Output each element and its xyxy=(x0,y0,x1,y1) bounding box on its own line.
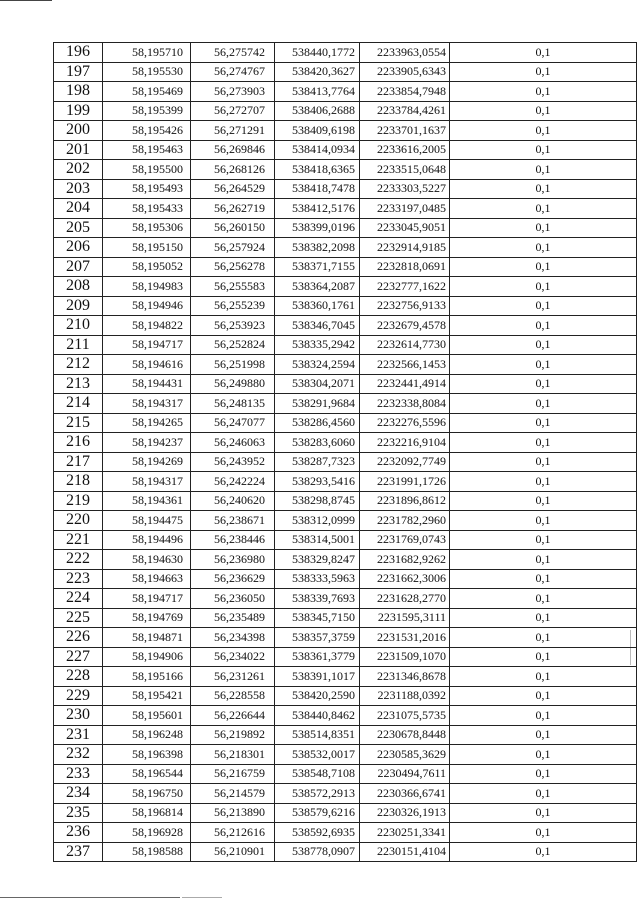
latitude-cell: 58,196398 xyxy=(103,745,191,765)
longitude-cell: 56,213890 xyxy=(191,803,275,823)
coord-y-cell: 2231782,2960 xyxy=(360,511,450,531)
latitude-cell: 58,196248 xyxy=(103,725,191,745)
coord-x-cell: 538418,7478 xyxy=(275,179,360,199)
accuracy-cell: 0,1 xyxy=(450,140,637,160)
table-row xyxy=(54,62,637,82)
accuracy-cell: 0,1 xyxy=(450,316,637,336)
accuracy-cell: 0,1 xyxy=(450,218,637,238)
table-row xyxy=(54,355,637,375)
coord-x-cell: 538333,5963 xyxy=(275,569,360,589)
coord-x-cell: 538314,5001 xyxy=(275,530,360,550)
point-number-cell: 221 xyxy=(54,530,103,550)
point-number-cell: 201 xyxy=(54,140,103,160)
coord-x-cell: 538592,6935 xyxy=(275,823,360,843)
coord-x-cell: 538335,2942 xyxy=(275,335,360,355)
coord-y-cell: 2230678,8448 xyxy=(360,725,450,745)
point-number-cell: 204 xyxy=(54,199,103,219)
latitude-cell: 58,194946 xyxy=(103,296,191,316)
table-row xyxy=(54,725,637,745)
coord-y-cell: 2231531,2016 xyxy=(360,628,450,648)
accuracy-cell: 0,1 xyxy=(450,686,637,706)
coord-x-cell: 538357,3759 xyxy=(275,628,360,648)
table-row xyxy=(54,784,637,804)
latitude-cell: 58,196750 xyxy=(103,784,191,804)
coord-x-cell: 538329,8247 xyxy=(275,550,360,570)
coord-x-cell: 538312,0999 xyxy=(275,511,360,531)
coord-y-cell: 2233784,4261 xyxy=(360,101,450,121)
latitude-cell: 58,195469 xyxy=(103,82,191,102)
point-number-cell: 200 xyxy=(54,121,103,141)
table-row xyxy=(54,121,637,141)
coord-y-cell: 2233045,9051 xyxy=(360,218,450,238)
latitude-cell: 58,198588 xyxy=(103,842,191,862)
coord-x-cell: 538304,2071 xyxy=(275,374,360,394)
coord-x-cell: 538382,2098 xyxy=(275,238,360,258)
accuracy-cell: 0,1 xyxy=(450,647,637,667)
coord-x-cell: 538532,0017 xyxy=(275,745,360,765)
coord-y-cell: 2232092,7749 xyxy=(360,452,450,472)
coord-y-cell: 2233197,0485 xyxy=(360,199,450,219)
latitude-cell: 58,195426 xyxy=(103,121,191,141)
latitude-cell: 58,194983 xyxy=(103,277,191,297)
coord-y-cell: 2232338,8084 xyxy=(360,394,450,414)
longitude-cell: 56,238446 xyxy=(191,530,275,550)
latitude-cell: 58,196544 xyxy=(103,764,191,784)
accuracy-cell: 0,1 xyxy=(450,43,637,63)
latitude-cell: 58,195493 xyxy=(103,179,191,199)
longitude-cell: 56,249880 xyxy=(191,374,275,394)
latitude-cell: 58,194717 xyxy=(103,589,191,609)
coord-x-cell: 538361,3779 xyxy=(275,647,360,667)
table-row xyxy=(54,238,637,258)
latitude-cell: 58,194717 xyxy=(103,335,191,355)
table-row xyxy=(54,823,637,843)
longitude-cell: 56,242224 xyxy=(191,472,275,492)
accuracy-cell: 0,1 xyxy=(450,394,637,414)
latitude-cell: 58,195150 xyxy=(103,238,191,258)
latitude-cell: 58,195601 xyxy=(103,706,191,726)
coord-x-cell: 538364,2087 xyxy=(275,277,360,297)
coord-y-cell: 2233701,1637 xyxy=(360,121,450,141)
point-number-cell: 198 xyxy=(54,82,103,102)
longitude-cell: 56,255239 xyxy=(191,296,275,316)
coord-x-cell: 538324,2594 xyxy=(275,355,360,375)
table-row xyxy=(54,569,637,589)
accuracy-cell: 0,1 xyxy=(450,355,637,375)
coord-x-cell: 538360,1761 xyxy=(275,296,360,316)
accuracy-cell: 0,1 xyxy=(450,62,637,82)
coord-x-cell: 538414,0934 xyxy=(275,140,360,160)
accuracy-cell: 0,1 xyxy=(450,530,637,550)
point-number-cell: 228 xyxy=(54,667,103,687)
accuracy-cell: 0,1 xyxy=(450,569,637,589)
coord-y-cell: 2231075,5735 xyxy=(360,706,450,726)
longitude-cell: 56,269846 xyxy=(191,140,275,160)
coord-y-cell: 2231682,9262 xyxy=(360,550,450,570)
longitude-cell: 56,231261 xyxy=(191,667,275,687)
table-row xyxy=(54,160,637,180)
coord-y-cell: 2233854,7948 xyxy=(360,82,450,102)
page-bottom-rule-short xyxy=(182,897,222,898)
point-number-cell: 199 xyxy=(54,101,103,121)
latitude-cell: 58,194317 xyxy=(103,472,191,492)
table-row xyxy=(54,82,637,102)
point-number-cell: 214 xyxy=(54,394,103,414)
point-number-cell: 209 xyxy=(54,296,103,316)
coord-y-cell: 2231896,8612 xyxy=(360,491,450,511)
table-row xyxy=(54,43,637,63)
longitude-cell: 56,252824 xyxy=(191,335,275,355)
coord-y-cell: 2230251,3341 xyxy=(360,823,450,843)
accuracy-cell: 0,1 xyxy=(450,433,637,453)
latitude-cell: 58,194431 xyxy=(103,374,191,394)
coord-y-cell: 2231509,1070 xyxy=(360,647,450,667)
coord-x-cell: 538298,8745 xyxy=(275,491,360,511)
coordinates-table-body xyxy=(54,43,637,862)
table-row xyxy=(54,803,637,823)
latitude-cell: 58,194265 xyxy=(103,413,191,433)
longitude-cell: 56,274767 xyxy=(191,62,275,82)
accuracy-cell: 0,1 xyxy=(450,121,637,141)
table-row xyxy=(54,842,637,862)
accuracy-cell: 0,1 xyxy=(450,82,637,102)
point-number-cell: 236 xyxy=(54,823,103,843)
latitude-cell: 58,194361 xyxy=(103,491,191,511)
coord-y-cell: 2233515,0648 xyxy=(360,160,450,180)
longitude-cell: 56,228558 xyxy=(191,686,275,706)
accuracy-cell: 0,1 xyxy=(450,511,637,531)
coord-x-cell: 538291,9684 xyxy=(275,394,360,414)
point-number-cell: 213 xyxy=(54,374,103,394)
coord-y-cell: 2230585,3629 xyxy=(360,745,450,765)
latitude-cell: 58,195500 xyxy=(103,160,191,180)
table-row xyxy=(54,608,637,628)
table-row xyxy=(54,647,637,667)
longitude-cell: 56,219892 xyxy=(191,725,275,745)
coord-x-cell: 538287,7323 xyxy=(275,452,360,472)
table-row xyxy=(54,335,637,355)
table-row xyxy=(54,745,637,765)
longitude-cell: 56,247077 xyxy=(191,413,275,433)
longitude-cell: 56,256278 xyxy=(191,257,275,277)
point-number-cell: 231 xyxy=(54,725,103,745)
point-number-cell: 205 xyxy=(54,218,103,238)
accuracy-cell: 0,1 xyxy=(450,199,637,219)
latitude-cell: 58,194475 xyxy=(103,511,191,531)
coord-x-cell: 538345,7150 xyxy=(275,608,360,628)
longitude-cell: 56,234022 xyxy=(191,647,275,667)
latitude-cell: 58,196814 xyxy=(103,803,191,823)
point-number-cell: 203 xyxy=(54,179,103,199)
table-row xyxy=(54,394,637,414)
coord-y-cell: 2231991,1726 xyxy=(360,472,450,492)
accuracy-cell: 0,1 xyxy=(450,296,637,316)
accuracy-cell: 0,1 xyxy=(450,745,637,765)
longitude-cell: 56,268126 xyxy=(191,160,275,180)
table-row xyxy=(54,433,637,453)
latitude-cell: 58,195306 xyxy=(103,218,191,238)
table-row xyxy=(54,667,637,687)
point-number-cell: 215 xyxy=(54,413,103,433)
coord-x-cell: 538293,5416 xyxy=(275,472,360,492)
accuracy-cell: 0,1 xyxy=(450,628,637,648)
accuracy-cell: 0,1 xyxy=(450,667,637,687)
accuracy-cell: 0,1 xyxy=(450,550,637,570)
table-row xyxy=(54,706,637,726)
coord-x-cell: 538440,8462 xyxy=(275,706,360,726)
latitude-cell: 58,194663 xyxy=(103,569,191,589)
longitude-cell: 56,264529 xyxy=(191,179,275,199)
accuracy-cell: 0,1 xyxy=(450,589,637,609)
coord-x-cell: 538418,6365 xyxy=(275,160,360,180)
point-number-cell: 233 xyxy=(54,764,103,784)
coord-y-cell: 2230326,1913 xyxy=(360,803,450,823)
coordinates-table xyxy=(53,42,637,862)
coord-y-cell: 2232679,4578 xyxy=(360,316,450,336)
table-row xyxy=(54,218,637,238)
coord-x-cell: 538286,4560 xyxy=(275,413,360,433)
longitude-cell: 56,236629 xyxy=(191,569,275,589)
longitude-cell: 56,255583 xyxy=(191,277,275,297)
point-number-cell: 212 xyxy=(54,355,103,375)
latitude-cell: 58,195421 xyxy=(103,686,191,706)
latitude-cell: 58,194906 xyxy=(103,647,191,667)
coord-x-cell: 538548,7108 xyxy=(275,764,360,784)
coord-x-cell: 538409,6198 xyxy=(275,121,360,141)
coord-y-cell: 2231662,3006 xyxy=(360,569,450,589)
accuracy-cell: 0,1 xyxy=(450,374,637,394)
longitude-cell: 56,214579 xyxy=(191,784,275,804)
latitude-cell: 58,194317 xyxy=(103,394,191,414)
coord-y-cell: 2231188,0392 xyxy=(360,686,450,706)
coord-x-cell: 538420,2590 xyxy=(275,686,360,706)
coord-y-cell: 2232614,7730 xyxy=(360,335,450,355)
accuracy-cell: 0,1 xyxy=(450,238,637,258)
coord-y-cell: 2232441,4914 xyxy=(360,374,450,394)
coord-x-cell: 538371,7155 xyxy=(275,257,360,277)
accuracy-cell: 0,1 xyxy=(450,413,637,433)
coord-y-cell: 2230151,4104 xyxy=(360,842,450,862)
table-row xyxy=(54,491,637,511)
point-number-cell: 217 xyxy=(54,452,103,472)
latitude-cell: 58,194269 xyxy=(103,452,191,472)
point-number-cell: 206 xyxy=(54,238,103,258)
table-row xyxy=(54,550,637,570)
longitude-cell: 56,218301 xyxy=(191,745,275,765)
point-number-cell: 222 xyxy=(54,550,103,570)
page-top-rule xyxy=(0,0,52,1)
longitude-cell: 56,257924 xyxy=(191,238,275,258)
table-row xyxy=(54,511,637,531)
point-number-cell: 224 xyxy=(54,589,103,609)
coord-y-cell: 2232276,5596 xyxy=(360,413,450,433)
coord-y-cell: 2233303,5227 xyxy=(360,179,450,199)
table-row xyxy=(54,316,637,336)
point-number-cell: 223 xyxy=(54,569,103,589)
coord-y-cell: 2232216,9104 xyxy=(360,433,450,453)
coord-y-cell: 2233963,0554 xyxy=(360,43,450,63)
longitude-cell: 56,243952 xyxy=(191,452,275,472)
longitude-cell: 56,246063 xyxy=(191,433,275,453)
accuracy-cell: 0,1 xyxy=(450,706,637,726)
accuracy-cell: 0,1 xyxy=(450,764,637,784)
coord-x-cell: 538420,3627 xyxy=(275,62,360,82)
accuracy-cell: 0,1 xyxy=(450,335,637,355)
coord-x-cell: 538399,0196 xyxy=(275,218,360,238)
point-number-cell: 210 xyxy=(54,316,103,336)
accuracy-cell: 0,1 xyxy=(450,101,637,121)
longitude-cell: 56,272707 xyxy=(191,101,275,121)
longitude-cell: 56,236050 xyxy=(191,589,275,609)
longitude-cell: 56,262719 xyxy=(191,199,275,219)
longitude-cell: 56,235489 xyxy=(191,608,275,628)
accuracy-cell: 0,1 xyxy=(450,160,637,180)
accuracy-cell: 0,1 xyxy=(450,179,637,199)
table-row xyxy=(54,199,637,219)
longitude-cell: 56,216759 xyxy=(191,764,275,784)
table-row xyxy=(54,628,637,648)
coord-y-cell: 2230366,6741 xyxy=(360,784,450,804)
latitude-cell: 58,195399 xyxy=(103,101,191,121)
coord-y-cell: 2232756,9133 xyxy=(360,296,450,316)
longitude-cell: 56,271291 xyxy=(191,121,275,141)
accuracy-cell: 0,1 xyxy=(450,784,637,804)
coord-x-cell: 538283,6060 xyxy=(275,433,360,453)
longitude-cell: 56,236980 xyxy=(191,550,275,570)
accuracy-cell: 0,1 xyxy=(450,608,637,628)
point-number-cell: 220 xyxy=(54,511,103,531)
longitude-cell: 56,238671 xyxy=(191,511,275,531)
point-number-cell: 235 xyxy=(54,803,103,823)
point-number-cell: 234 xyxy=(54,784,103,804)
latitude-cell: 58,195530 xyxy=(103,62,191,82)
table-row xyxy=(54,257,637,277)
table-row xyxy=(54,413,637,433)
latitude-cell: 58,195710 xyxy=(103,43,191,63)
point-number-cell: 219 xyxy=(54,491,103,511)
point-number-cell: 230 xyxy=(54,706,103,726)
coord-y-cell: 2233905,6343 xyxy=(360,62,450,82)
point-number-cell: 202 xyxy=(54,160,103,180)
latitude-cell: 58,194630 xyxy=(103,550,191,570)
point-number-cell: 229 xyxy=(54,686,103,706)
coord-x-cell: 538412,5176 xyxy=(275,199,360,219)
point-number-cell: 211 xyxy=(54,335,103,355)
coord-y-cell: 2232777,1622 xyxy=(360,277,450,297)
latitude-cell: 58,194871 xyxy=(103,628,191,648)
point-number-cell: 218 xyxy=(54,472,103,492)
page-bottom-rule xyxy=(0,897,180,898)
point-number-cell: 237 xyxy=(54,842,103,862)
longitude-cell: 56,260150 xyxy=(191,218,275,238)
coord-y-cell: 2231595,3111 xyxy=(360,608,450,628)
latitude-cell: 58,196928 xyxy=(103,823,191,843)
coord-x-cell: 538579,6216 xyxy=(275,803,360,823)
table-row xyxy=(54,530,637,550)
table-row xyxy=(54,374,637,394)
coord-x-cell: 538339,7693 xyxy=(275,589,360,609)
table-row xyxy=(54,589,637,609)
point-number-cell: 208 xyxy=(54,277,103,297)
point-number-cell: 226 xyxy=(54,628,103,648)
longitude-cell: 56,275742 xyxy=(191,43,275,63)
coord-x-cell: 538413,7764 xyxy=(275,82,360,102)
longitude-cell: 56,251998 xyxy=(191,355,275,375)
accuracy-cell: 0,1 xyxy=(450,725,637,745)
coord-y-cell: 2231628,2770 xyxy=(360,589,450,609)
latitude-cell: 58,194822 xyxy=(103,316,191,336)
longitude-cell: 56,210901 xyxy=(191,842,275,862)
longitude-cell: 56,248135 xyxy=(191,394,275,414)
coord-x-cell: 538440,1772 xyxy=(275,43,360,63)
coord-y-cell: 2232818,0691 xyxy=(360,257,450,277)
coord-y-cell: 2233616,2005 xyxy=(360,140,450,160)
accuracy-cell: 0,1 xyxy=(450,472,637,492)
table-row xyxy=(54,296,637,316)
latitude-cell: 58,194616 xyxy=(103,355,191,375)
longitude-cell: 56,234398 xyxy=(191,628,275,648)
table-row xyxy=(54,764,637,784)
coord-x-cell: 538778,0907 xyxy=(275,842,360,862)
latitude-cell: 58,194237 xyxy=(103,433,191,453)
coord-x-cell: 538572,2913 xyxy=(275,784,360,804)
point-number-cell: 207 xyxy=(54,257,103,277)
longitude-cell: 56,226644 xyxy=(191,706,275,726)
accuracy-cell: 0,1 xyxy=(450,842,637,862)
latitude-cell: 58,195463 xyxy=(103,140,191,160)
accuracy-cell: 0,1 xyxy=(450,491,637,511)
point-number-cell: 216 xyxy=(54,433,103,453)
accuracy-cell: 0,1 xyxy=(450,257,637,277)
longitude-cell: 56,212616 xyxy=(191,823,275,843)
point-number-cell: 196 xyxy=(54,43,103,63)
table-row xyxy=(54,140,637,160)
latitude-cell: 58,194769 xyxy=(103,608,191,628)
table-row xyxy=(54,101,637,121)
latitude-cell: 58,195052 xyxy=(103,257,191,277)
coord-x-cell: 538391,1017 xyxy=(275,667,360,687)
coord-y-cell: 2230494,7611 xyxy=(360,764,450,784)
accuracy-cell: 0,1 xyxy=(450,823,637,843)
point-number-cell: 225 xyxy=(54,608,103,628)
table-row xyxy=(54,472,637,492)
latitude-cell: 58,195166 xyxy=(103,667,191,687)
coord-y-cell: 2232914,9185 xyxy=(360,238,450,258)
coord-x-cell: 538346,7045 xyxy=(275,316,360,336)
accuracy-cell: 0,1 xyxy=(450,803,637,823)
longitude-cell: 56,273903 xyxy=(191,82,275,102)
table-row xyxy=(54,179,637,199)
coord-y-cell: 2232566,1453 xyxy=(360,355,450,375)
accuracy-cell: 0,1 xyxy=(450,452,637,472)
latitude-cell: 58,194496 xyxy=(103,530,191,550)
longitude-cell: 56,253923 xyxy=(191,316,275,336)
point-number-cell: 232 xyxy=(54,745,103,765)
table-row xyxy=(54,686,637,706)
coord-x-cell: 538514,8351 xyxy=(275,725,360,745)
coord-y-cell: 2231346,8678 xyxy=(360,667,450,687)
longitude-cell: 56,240620 xyxy=(191,491,275,511)
coord-x-cell: 538406,2688 xyxy=(275,101,360,121)
point-number-cell: 227 xyxy=(54,647,103,667)
table-row xyxy=(54,277,637,297)
latitude-cell: 58,195433 xyxy=(103,199,191,219)
accuracy-cell: 0,1 xyxy=(450,277,637,297)
coord-y-cell: 2231769,0743 xyxy=(360,530,450,550)
point-number-cell: 197 xyxy=(54,62,103,82)
table-row xyxy=(54,452,637,472)
